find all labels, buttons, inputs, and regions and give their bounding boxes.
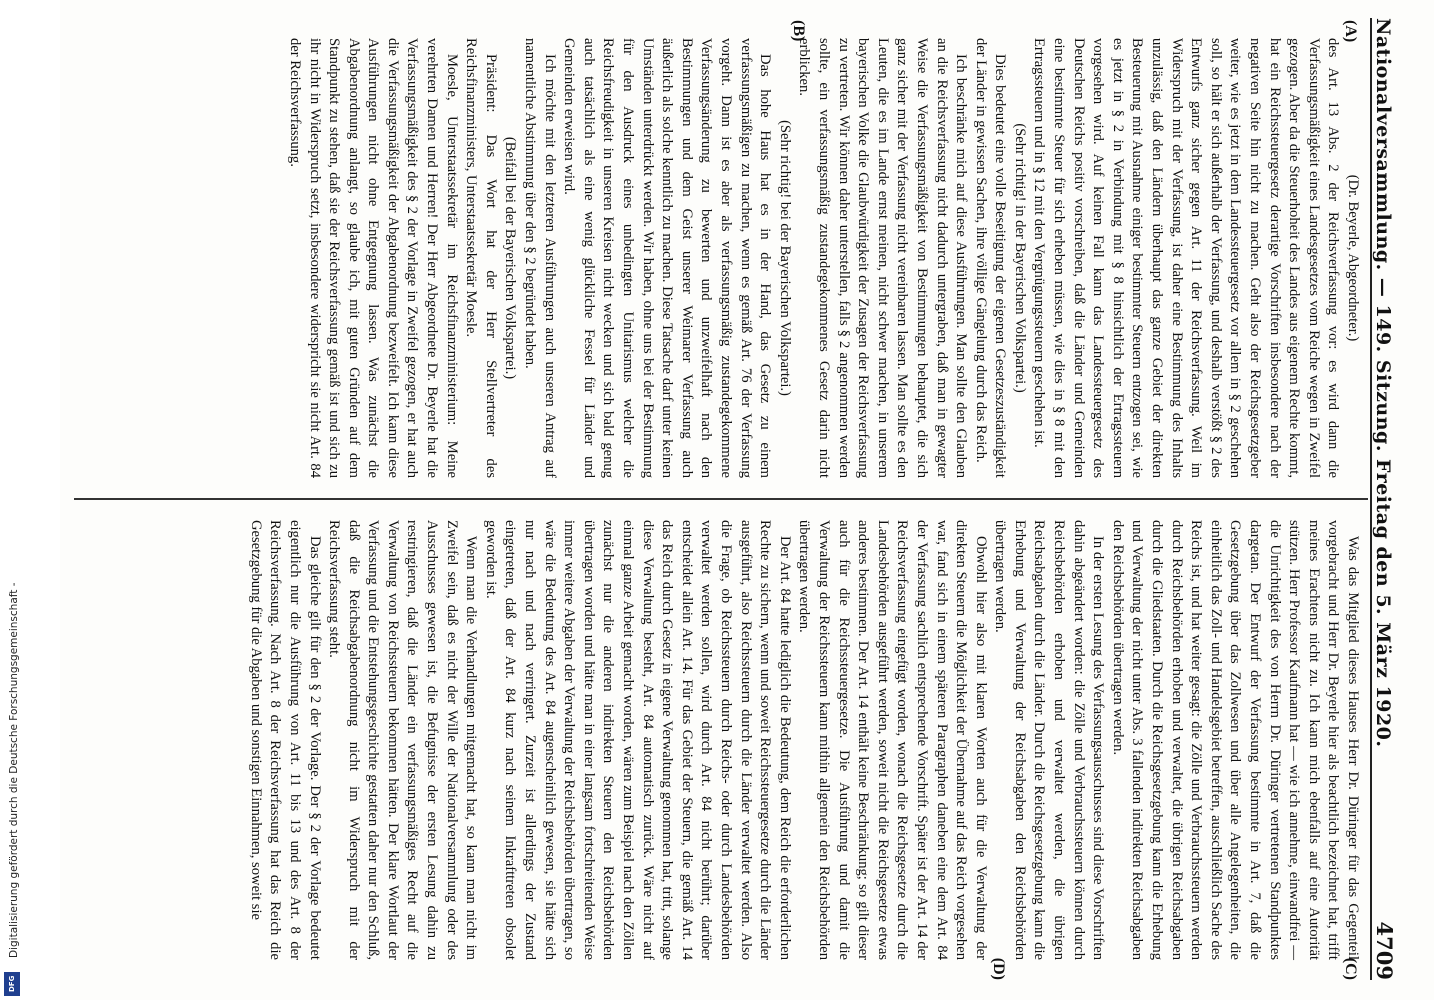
paragraph: Wenn man die Verhandlungen mitgemacht hat, so kann man nicht im Zweifel sein, daß es nicht der Wille der Nationalversammlung oder des Ausschusses gewesen ist, die Befugnisse der ersten Lesung dahin zu restringieren, daß die Länder ein verfassungsmäßiges Recht auf die Verwaltung von Reichssteuern bekommen hätten. Der klare Wortlaut der Verfassung und die Entstehungsgeschichte gestatten daher nur den Schluß, daß die Reichsabgabenordnung nicht im Widerspruch mit der Reichsverfassung steht. (326, 520, 480, 960)
paragraph: Obwohl hier also mit klaren Worten auch für die Verwaltung der direkten Steuern die Möglichkeit der Übernahme auf das Reich vorgesehen war, fand sich in einem späteren Paragraphen daneben eine dem Art. 84 der Verfassung sachlich entsprechende Vorschrift. Später ist der Art. 14 der Reichsverfassung eingefügt worden, wonach die Reichsgesetze durch die Landesbehörden ausgeführt werden, soweit nicht die Reichsgesetze etwas anderes bestimmen. Der Art. 14 enthält keine Beschränkung; so gilt dieser auch für die Reichssteuergesetze. Die Ausführung und damit die Verwaltung der Reichssteuern kann mithin allgemein den Reichsbehörden übertragen werden. (796, 520, 989, 960)
paragraph: Dies bedeutet eine volle Beseitigung der eigenen Gesetzeszuständigkeit der Länder in gewissen Sachen, ihre völlige Gängelung durch das Reich. (972, 38, 1009, 478)
margin-marker-a: (A) (1342, 20, 1359, 43)
left-column (74, 18, 1368, 500)
interjection: (Beifall bei der Bayerischen Volkspartei.) (502, 136, 519, 380)
paragraph: Ich möchte mit den letzteren Ausführungen auch unseren Antrag auf namentliche Abstimmung über den § 2 begründet haben. (522, 38, 558, 478)
interjection: (Sehr richtig! in der Bayerischen Volkspartei.) (1011, 123, 1028, 393)
credit-text: Digitalisierung gefördert durch die Deutsche Forschungsgemeinschaft - (8, 582, 20, 958)
speaker-note: (Dr. Beyerle, Abgeordneter.) (1345, 174, 1361, 342)
page-number: 4709 (1372, 921, 1397, 980)
margin-marker-d: (D) (990, 957, 1007, 980)
margin-marker-b: (B) (790, 20, 807, 42)
header-title: Nationalversammlung. — 149. Sitzung. Freitag den 5. März 1920. (1372, 18, 1394, 748)
paragraph: In der ersten Lesung des Verfassungsausschusses sind diese Vorschriften dahin abgeändert worden: die Zölle und Verbrauchssteuern können durch Reichsbehörden erhoben und verwaltet werden, die übrigen Reichsabgaben durch die Länder. Durch die Reichsgesetzgebung kann die Erhebung und Verwaltung der Reichsabgaben den Reichsbehörden übertragen werden. (992, 520, 1107, 960)
dfg-logo-icon: DFG (4, 972, 20, 996)
paragraph: Das hohe Haus hat es in der Hand, das Gesetz zu einem verfassungsmäßigen zu machen, wenn es gemäß Art. 76 der Verfassung vorgeht. Dann ist es aber als verfassungsmäßig zustandegekommene Verfassungsänderung zu bewerten und unzweifelhaft nach den Bestimmungen und dem Geist unserer Weimarer Verfassung auch äußerlich als solche kenntlich zu machen. Diese Tatsache darf unter keinen Umständen unterdrückt werden. Wir haben, ohne uns bei der Bestimmung für den Ausdruck eines unbedingten Unitarismus welcher die Reichsfreudigkeit in unseren Kreisen nicht wecken und sich bald genug auch tatsächlich als eine wenig glückliche Fessel für Länder und Gemeinden erweisen wird. (561, 38, 774, 478)
paragraph: Ich beschränke mich auf diese Ausführungen. Man sollte den Glauben an die Reichsverfassung nicht dadurch untergraben, daß man in gewagter Weise die Verfassungsmäßigkeit von Bestimmungen behauptet, die sich ganz sicher mit der Verfassung nicht vereinbaren lassen. Man sollte es den Leuten, die es im Lande ernst meinen, nicht schwer machen, in unserem bayerischen Volke die Glaubwürdigkeit der Zusagen der Reichsverfassung zu vertreten. Wir können daher unterstellen, falls § 2 angenommen werden sollte, ein verfassungsmäßig zustandegekommenes Gesetz darin nicht erblicken. (796, 38, 970, 478)
president-paragraph: Präsident: Das Wort hat der Herr Stellvertreter des Reichsfinanzministers, Unterstaatssekretär Moesle. (463, 38, 499, 478)
margin-marker-c: (C) (1342, 957, 1359, 980)
page-header (1370, 18, 1412, 980)
paragraph: Das gleiche gilt für den § 2 der Vorlage. Der § 2 der Vorlage bedeutet eigentlich nur die Ausführung von Art. 11 bis 13 und des Art. 8 der Reichsverfassung. Nach Art. 8 der Reichsverfassung hat das Reich die Gesetzgebung für die Abgaben und sonstigen Einnahmen, soweit sie (247, 520, 323, 960)
moesle-paragraph: Moesle, Unterstaatssekretär im Reichsfinanzministerium: Meine verehrten Damen und Herren! Der Herr Abgeordnete Dr. Beyerle hat die Verfassungsmäßigkeit des § 2 der Vorlage in Zweifel gezogen, er hat auch die Verfassungsmäßigkeit der Abgabenordnung bezweifelt. Ich kann diese Ausführungen nicht ohne Entgegnung lassen. Was zunächst die Abgabenordnung anlangt, so glaube ich, mit guten Gründen auf dem Standpunkt zu stehen, daß sie der Reichsverfassung gemäß ist und sich zu ihr nicht in Widerspruch setzt, insbesondere widerspricht sie nicht Art. 84 der Reichsverfassung. (286, 38, 460, 478)
paragraph: Der Art. 84 hatte lediglich die Bedeutung, dem Reich die erforderlichen Rechte zu sichern, wenn und soweit Reichssteuergesetze durch die Länder ausgeführt, also Reichssteuern durch die Länder verwaltet werden. Also die Frage, ob Reichssteuern durch Reichs- oder durch Landesbehörden verwaltet werden sollen, wird durch Art. 84 nicht berührt; darüber entscheidet allein Art. 14. Für das Gebiet der Steuern, die gemäß Art. 14 das Reich durch Gesetz in eigene Verwaltung genommen hat, tritt, solange diese Verwaltung besteht, Art. 84 automatisch zurück. Wäre nicht auf einmal ganze Arbeit gemacht worden, wären zum Beispiel nach den Zöllen zunächst nur die anderen indirekten Steuern den Reichsbehörden übertragen worden und hätte man in einer langsam fortschreitenden Weise immer weitere Abgaben der Verwaltung der Reichsbehörden übertragen, so wäre die Bedeutung des Art. 84 augenscheinlich gewesen, sie hätte sich nur nach und nach verringert. Zurzeit ist allerdings der Zustand eingetreten, daß der Art. 84 kurz nach seinem Inkrafttreten obsolet geworden ist. (482, 520, 793, 960)
paragraph: des Art. 13 Abs. 2 der Reichsverfassung vor: es wird dann die Verfassungsmäßigkeit eines Landesgesetzes vom Reiche wegen in Zweifel gezogen. Aber da die Steuerhoheit des Landes aus eigenem Rechte kommt, hat ein Reichssteuergesetz derartige Vorschriften insbesondere nach der negativen Seite hin nicht zu machen. Geht also der Reichsgesetzgeber weiter, wie es jetzt in dem Landessteuergesetz vor allem in § 2 geschehen soll, so hält er sich außerhalb der Verfassung, und deshalb verstößt § 2 des Entwurfs ganz sicher gegen Art. 11 der Reichsverfassung. Weil im Widerspruch mit der Verfassung, ist daher eine Bestimmung des Inhalts unzulässig, daß den Ländern überhaupt das ganze Gebiet der direkten Besteuerung mit Ausnahme einiger bestimmter Steuern entzogen sei, wie es jetzt in § 2 in Verbindung mit § 8 hinsichtlich der Ertragssteuern vorgesehen wird. Auf keinen Fall kann das Landessteuergesetz des Deutschen Reichs positiv vorschreiben, daß die Länder und Gemeinden eine bestimmte Steuer für sich erheben müssen, wie dies in § 8 mit den Ertragssteuern und in § 12 mit den Vergnügungssteuern geschehen ist. (1031, 38, 1342, 478)
rotated-document-page (60, 0, 1434, 1000)
text-columns (74, 18, 1368, 980)
paragraph: Was das Mitglied dieses Hauses Herr Dr. Düringer für das Gegenteil vorgebracht und Herr Dr. Beyerle hier als beachtlich bezeichnet hat, trifft meines Erachtens nicht zu. Ich kann mich ebenfalls auf eine Autorität stützen. Herr Professor Kaufmann hat — wie ich annehme, einwandfrei — die Unrichtigkeit des von Herrn Dr. Düringer vertretenen Standpunktes dargetan. Der Entwurf der Verfassung bestimmte in Art. 7, daß die Gesetzgebung über das Zollwesen und über alle Angelegenheiten, die einheitlich das Zoll- und Handelsgebiet betreffen, ausschließlich Sache des Reichs ist, und hat weiter gesagt: die Zölle und Verbrauchssteuern werden durch Reichsbehörden erhoben und verwaltet, die übrigen Reichsabgaben durch die Gliedstaaten. Durch die Reichsgesetzgebung kann die Erhebung und Verwaltung der nicht unter Abs. 3 fallenden indirekten Reichsabgaben den Reichsbehörden übertragen werden. (1109, 520, 1361, 960)
interjection: (Sehr richtig! bei der Bayerischen Volkspartei.) (776, 120, 793, 396)
right-column (74, 500, 1368, 980)
digitization-credit (4, 0, 28, 990)
